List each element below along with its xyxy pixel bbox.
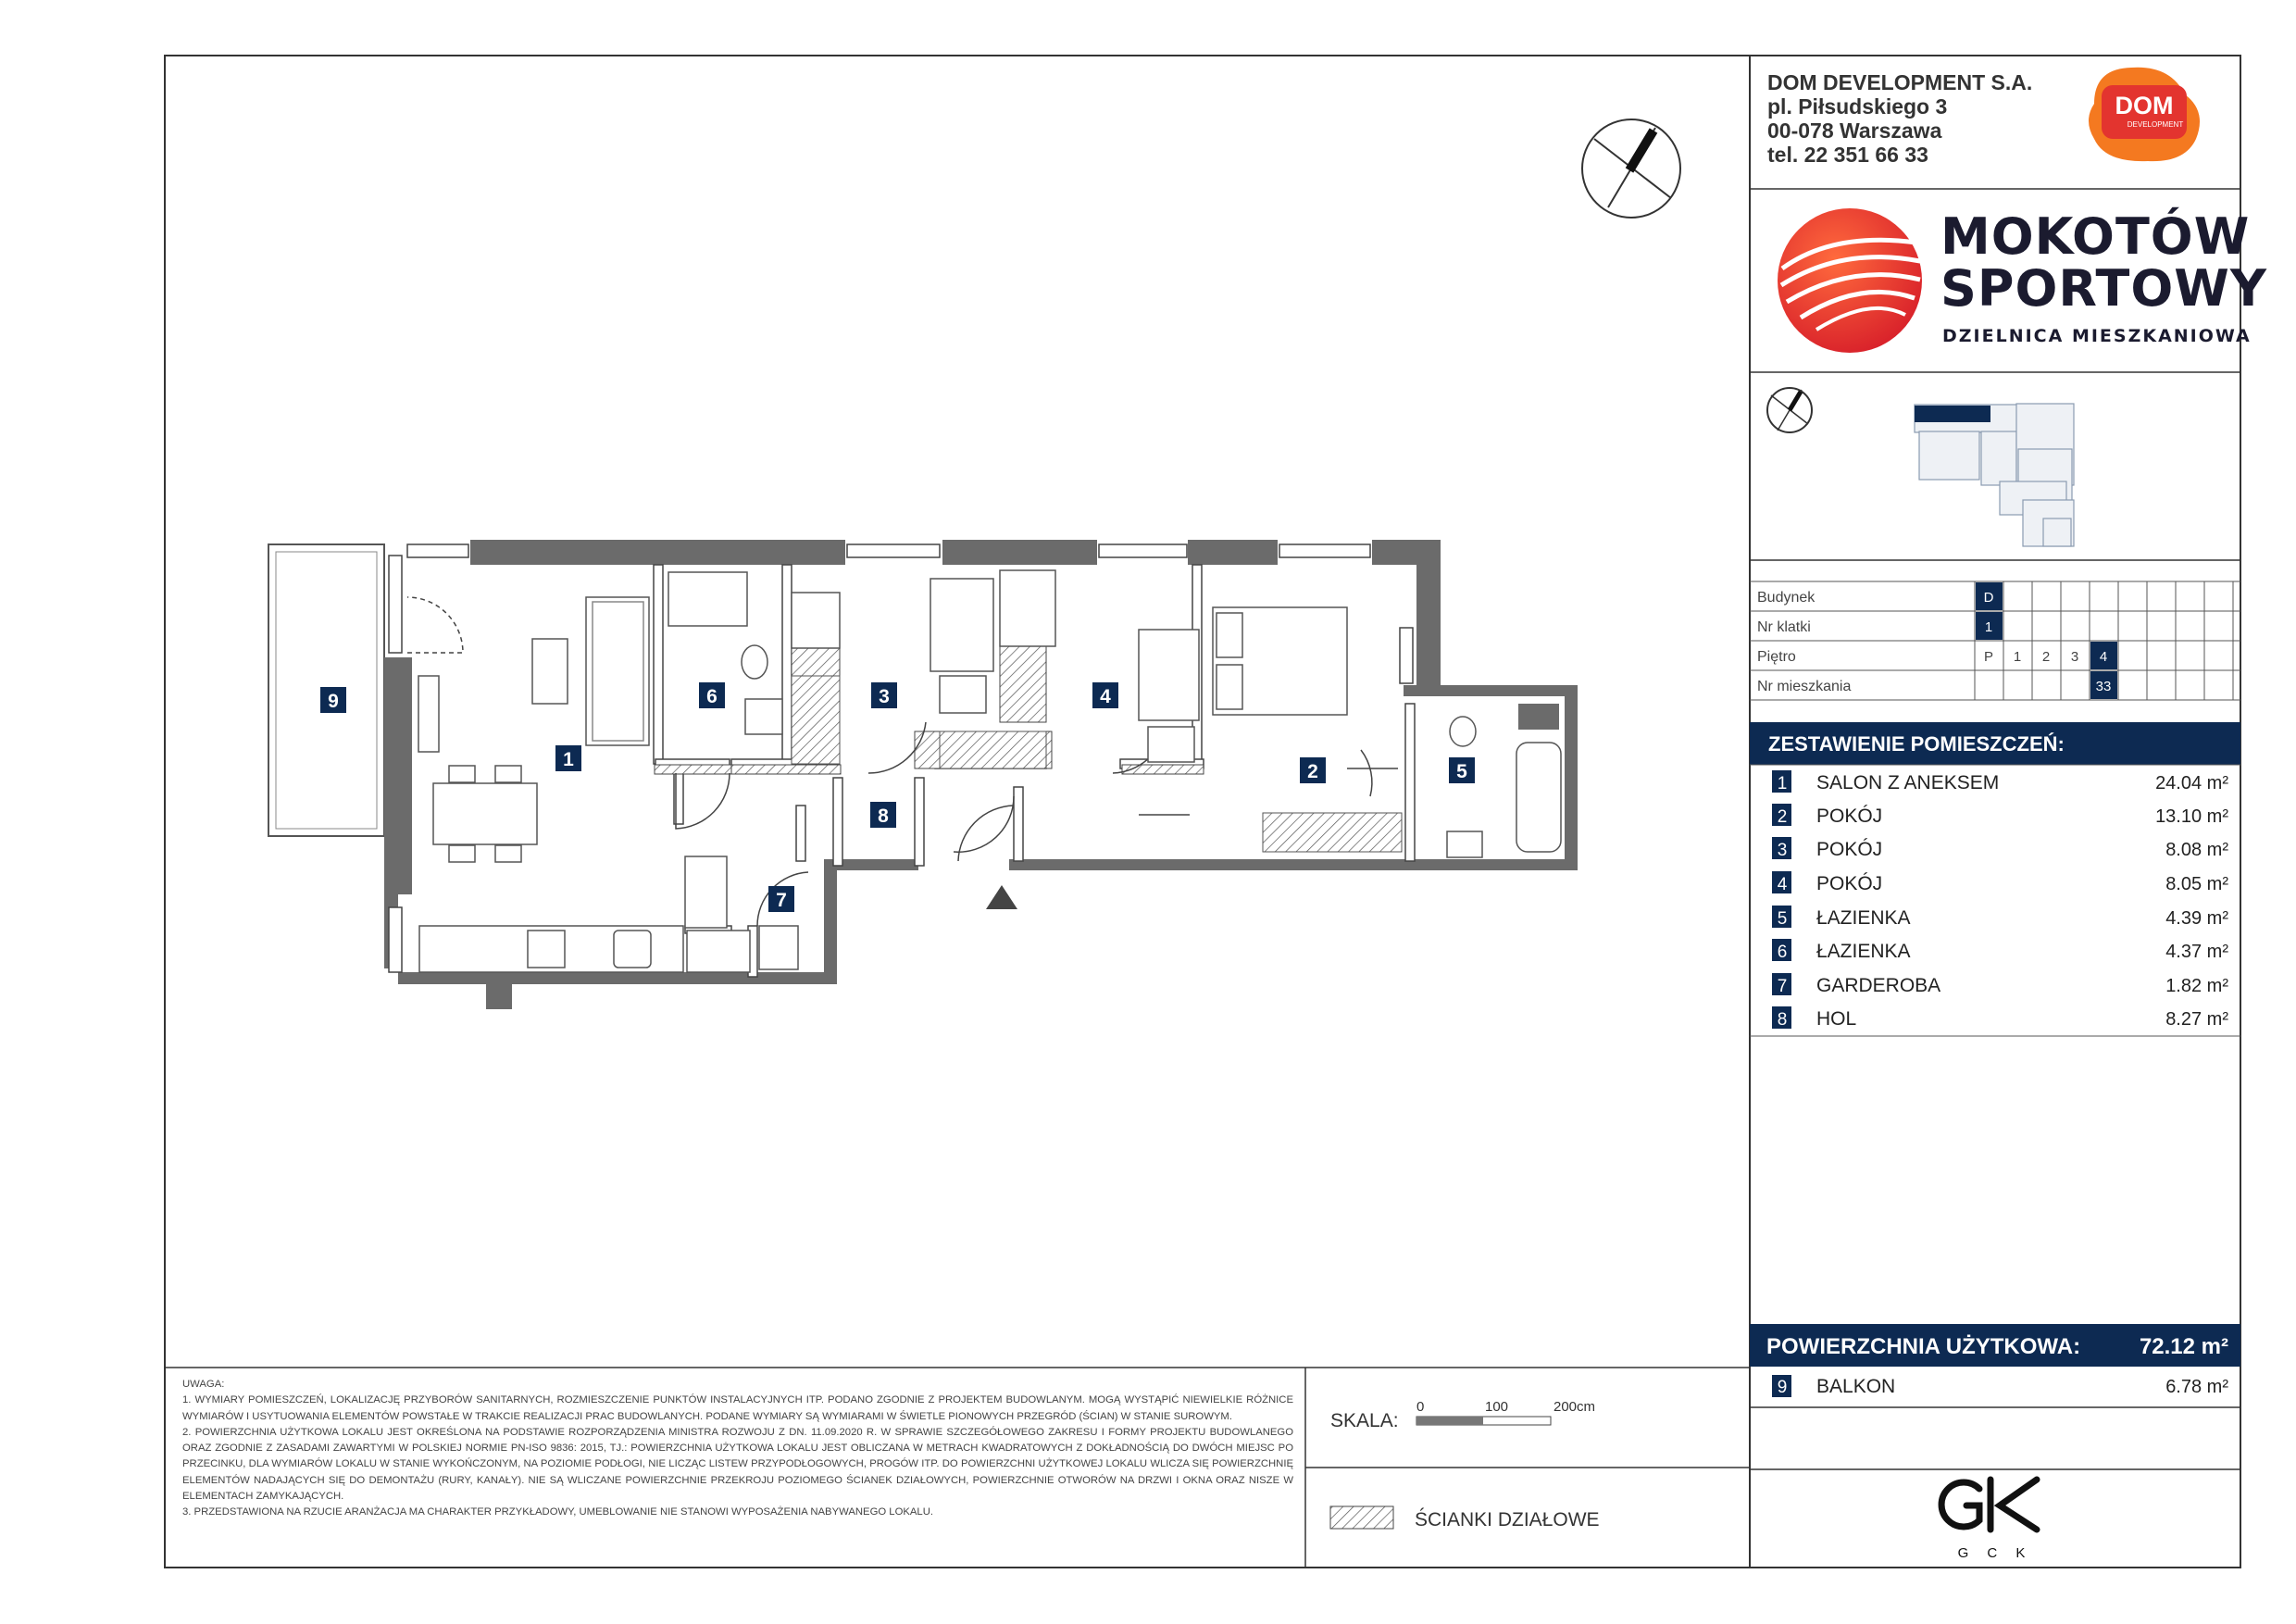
room-area-7: 1.82 m²: [2165, 976, 2228, 996]
room-no-2: 2: [1777, 807, 1788, 827]
room-name-7: GARDEROBA: [1816, 975, 1941, 996]
key-plan: [1915, 404, 2074, 546]
room-name-3: POKÓJ: [1816, 839, 1883, 860]
partition-legend-label: ŚCIANKI DZIAŁOWE: [1415, 1509, 1600, 1530]
room-area-1: 24.04 m²: [2155, 773, 2228, 793]
room-no-8: 8: [1777, 1010, 1788, 1030]
cell-pietro-4: 4: [2099, 649, 2108, 665]
row-label-pietro: Piętro: [1757, 649, 1796, 665]
plan-label-8: 8: [878, 806, 889, 827]
floor-plan: [268, 540, 1578, 1009]
scale-tick-200: 200cm: [1554, 1399, 1596, 1415]
project-subtitle: DZIELNICA MIESZKANIOWA: [1942, 326, 2252, 346]
project-name-line2: SPORTOWY: [1940, 259, 2267, 318]
room-area-5: 4.39 m²: [2165, 908, 2228, 929]
room-area-2: 13.10 m²: [2155, 806, 2228, 827]
scale-tick-0: 0: [1416, 1399, 1425, 1415]
rooms-title: ZESTAWIENIE POMIESZCZEŃ:: [1768, 732, 2065, 756]
company-phone[interactable]: tel. 22 351 66 33: [1767, 143, 1928, 167]
plan-label-3: 3: [879, 686, 890, 707]
room-name-4: POKÓJ: [1816, 873, 1883, 894]
note-1: 1. WYMIARY POMIESZCZEŃ, LOKALIZACJĘ PRZYBORÓW SANITARNYCH, ROZMIESZCZENIE PUNKTÓW INSTALACYJNYCH ITP. PODANO ZGODNIE Z PROJEKTEM BUDOWLANYM. MOGĄ WYSTĄPIĆ NIEWIELKIE RÓŻNICE WYMIARÓW I USYTUOWANIA ELEMENTÓW POWSTAŁE W TRAKCIE REALIZACJI PRAC BUDOWLANYCH. PODANE WYMIARY SĄ WYMIARAMI W ŚWIETLE PIONOWYCH PRZEGRÓD (ŚCIAN) W STANIE SUROWYM.: [182, 1394, 1293, 1422]
gck-letters: G C K: [1957, 1545, 2033, 1561]
room-no-6: 6: [1777, 943, 1788, 962]
room-no-7: 7: [1777, 977, 1788, 996]
balcony-area: 6.78 m²: [2165, 1377, 2228, 1397]
company-address: pl. Piłsudskiego 3: [1767, 94, 1948, 119]
notes-title: UWAGA:: [182, 1379, 225, 1390]
cell-pietro-1: 1: [2013, 649, 2022, 665]
usable-area-label: POWIERZCHNIA UŻYTKOWA:: [1766, 1334, 2081, 1359]
plan-label-5: 5: [1456, 761, 1467, 782]
company-city: 00-078 Warszawa: [1767, 119, 1942, 143]
notes: [182, 1377, 1293, 1521]
room-area-4: 8.05 m²: [2165, 874, 2228, 894]
rooms-names: [1816, 772, 1999, 1030]
cell-budynek: D: [1983, 590, 1994, 606]
room-area-8: 8.27 m²: [2165, 1009, 2228, 1030]
note-3: 3. PRZEDSTAWIONA NA RZUCIE ARANŻACJA MA CHARAKTER PRZYKŁADOWY, UMEBLOWANIE NIE STANOWI WYPOSAŻENIA NABYWANEGO LOKALU.: [182, 1506, 934, 1518]
row-label-nr-klatki: Nr klatki: [1757, 619, 1811, 635]
cell-klatka: 1: [1984, 619, 1993, 635]
plan-label-2: 2: [1307, 761, 1318, 782]
room-name-8: HOL: [1816, 1008, 1857, 1030]
plan-label-4: 4: [1100, 686, 1111, 707]
furniture: [418, 570, 1561, 972]
partition-legend-swatch: [1330, 1506, 1393, 1529]
plan-label-1: 1: [563, 749, 574, 770]
project-name: [1940, 207, 2267, 318]
usable-area-value: 72.12 m²: [2139, 1334, 2228, 1359]
plan-label-7: 7: [776, 890, 787, 911]
room-area-6: 4.37 m²: [2165, 942, 2228, 962]
balcony-name: BALKON: [1816, 1376, 1896, 1397]
dom-logo-subtext: DEVELOPMENT: [2127, 120, 2184, 129]
room-no-4: 4: [1777, 875, 1788, 894]
room-no-1: 1: [1777, 774, 1788, 793]
plan-label-6: 6: [706, 686, 718, 707]
gck-logo-icon: [1941, 1480, 2037, 1530]
room-name-1: SALON Z ANEKSEM: [1816, 772, 2000, 793]
cell-mieszkanie: 33: [2095, 679, 2112, 694]
row-label-nr-mieszkania: Nr mieszkania: [1757, 679, 1852, 694]
room-name-6: ŁAZIENKA: [1816, 941, 1911, 962]
note-2: 2. POWIERZCHNIA UŻYTKOWA LOKALU JEST OKREŚLONA NA PODSTAWIE ROZPORZĄDZENIA MINISTRA ROZWOJU Z DN. 11.09.2020 R. W SPRAWIE SZCZEGÓŁOWEGO ZAKRESU I FORMY PROJEKTU BUDOWLANEGO ORAZ ZGODNIE Z ZASADAMI ZAWARTYMI W POLSKIEJ NORMIE PN-ISO 9836: 2015, TJ.: POWIERZCHNIA UŻYTKOWA LOKALU JEST OBLICZANA W METRACH KWADRATOWYCH Z DOKŁADNOŚCIĄ DO DWÓCH MIEJSC PO PRZECINKU, DLA WYMIARÓW LOKALU W STANIE WYKOŃCZONYM, NA POZIOMIE PODŁOGI, NIE LICZĄC LISTEW PRZYPODŁOGOWYCH, PROGÓW ITP. DO POWIERZCHNI UŻYTKOWEJ LOKALU WLICZA SIĘ POWIERZCHNIĘ ELEMENTÓW NADAJĄCYCH SIĘ DO DEMONTAŻU (RURY, KANAŁY). NIE SĄ WLICZANE POWIERZCHNIE PRZEKROJU POZIOMEGO ŚCIANEK DZIAŁOWYCH, POWIERZCHNIE OTWORÓW NA DRZWI I OKNA ORAZ NISZE W ELEMENTACH ZAMYKAJĄCYCH.: [182, 1426, 1293, 1503]
company-info: [1767, 70, 2032, 167]
cell-pietro-3: 3: [2070, 649, 2079, 665]
row-label-budynek: Budynek: [1757, 590, 1816, 606]
key-plan-unit-highlight: [1915, 406, 1990, 422]
rooms-numbers: [1778, 774, 1788, 1030]
room-name-2: POKÓJ: [1816, 806, 1883, 827]
company-name: DOM DEVELOPMENT S.A.: [1767, 70, 2033, 94]
mokotow-logo-icon: [1778, 208, 1922, 353]
cell-pietro-2: 2: [2041, 649, 2051, 665]
scale-label: SKALA:: [1330, 1410, 1399, 1431]
project-name-line1: MOKOTÓW: [1940, 207, 2251, 266]
cell-pietro-p: P: [1983, 649, 1994, 665]
plan-label-9: 9: [328, 691, 339, 712]
north-arrow-small-icon: [1767, 388, 1812, 432]
room-area-3: 8.08 m²: [2165, 840, 2228, 860]
scale-tick-100: 100: [1485, 1399, 1509, 1415]
location-table-labels: [1757, 590, 1851, 694]
room-name-5: ŁAZIENKA: [1816, 907, 1911, 929]
entrance-marker-icon: [986, 885, 1017, 909]
room-no-3: 3: [1777, 841, 1788, 860]
balcony-no: 9: [1777, 1378, 1788, 1397]
room-no-5: 5: [1777, 909, 1788, 929]
rooms-areas: [2155, 773, 2228, 1030]
north-arrow-icon: [1582, 119, 1680, 218]
dom-logo-text: DOM: [2115, 92, 2174, 119]
